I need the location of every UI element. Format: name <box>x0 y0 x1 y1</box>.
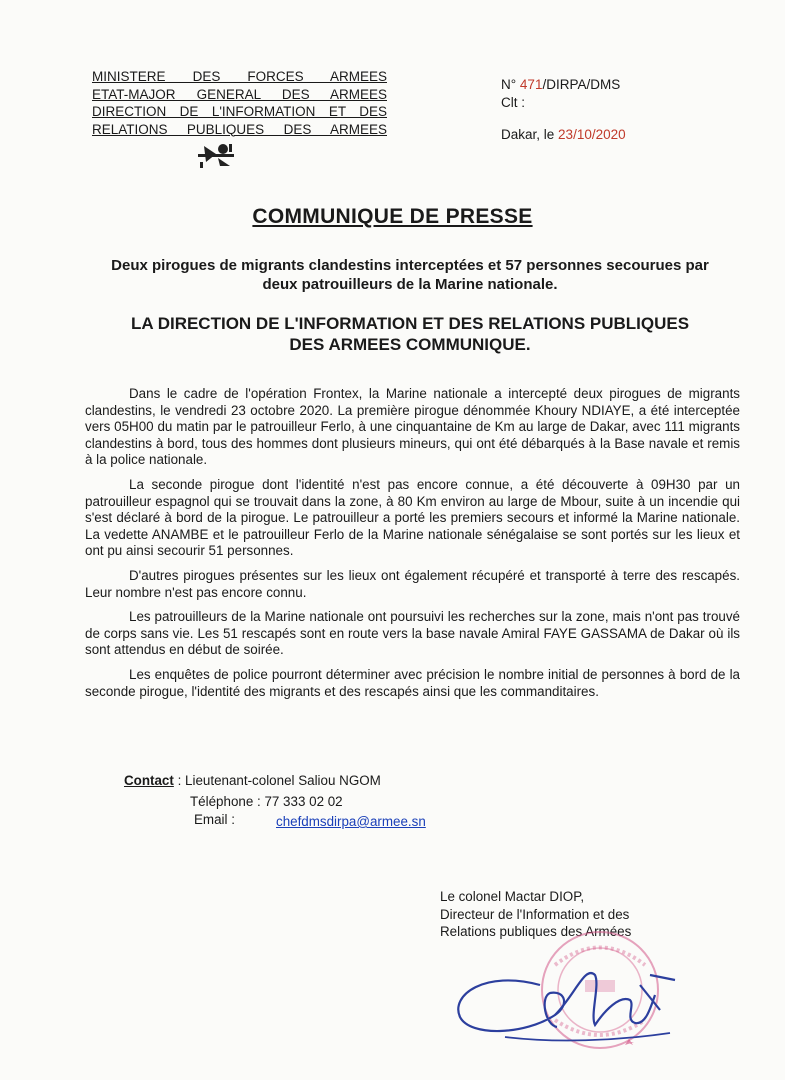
communique-heading: LA DIRECTION DE L'INFORMATION ET DES RELATIONS PUBLIQUES DES ARMEES COMMUNIQUE. <box>130 314 690 354</box>
contact-phone: Téléphone : 77 333 02 02 <box>190 794 343 809</box>
ref-prefix: N° <box>501 77 517 92</box>
contact-email-label: Email : <box>194 812 235 827</box>
armed-forces-emblem-icon <box>196 140 236 170</box>
contact-name: Lieutenant-colonel Saliou NGOM <box>185 773 381 788</box>
handwritten-signature-icon <box>445 955 685 1055</box>
org-line: MINISTERE DES FORCES ARMEES <box>92 69 387 84</box>
date-line <box>501 127 626 142</box>
ref-number: 471 <box>519 77 543 92</box>
ref-suffix: /DIRPA/DMS <box>542 77 621 92</box>
org-line: DIRECTION DE L'INFORMATION ET DES <box>92 104 387 119</box>
date-prefix: Dakar, le <box>501 127 555 142</box>
body-paragraph: D'autres pirogues présentes sur les lieux ont également récupéré et transporté à terre des rescapés. Leur nombre n'est pas encore connu. <box>85 567 740 600</box>
body-paragraph: La seconde pirogue dont l'identité n'est pas encore connue, a été découverte à 09H30 par un patrouilleur espagnol qui se trouvait dans la zone, à 80 Km environ au large de Mbour, suite à un incendie qui s'est déclaré à bord de la pirogue. Le patrouilleur a porté les premiers secours et informé la Marine nationale. La vedette ANAMBE et le patrouilleur Ferlo de la Marine nationale sénégalaise se sont portés sur les lieux et ont pu ainsi secourir 51 personnes. <box>85 476 740 559</box>
org-line: ETAT-MAJOR GENERAL DES ARMEES <box>92 86 387 102</box>
page-title: COMMUNIQUE DE PRESSE <box>252 205 533 228</box>
press-body <box>85 386 740 708</box>
signatory-title-line: Relations publiques des Armées <box>440 924 632 939</box>
date-value: 23/10/2020 <box>558 127 626 142</box>
reference-block <box>501 76 620 112</box>
signatory-name: Le colonel Mactar DIOP, <box>440 889 585 904</box>
body-paragraph: Les enquêtes de police pourront déterminer avec précision le nombre initial de personnes à bord de la seconde pirogue, l'identité des migrants et des rescapés ainsi que les commanditaires. <box>85 666 740 699</box>
contact-separator: : <box>177 773 182 788</box>
clt-label: Clt : <box>501 95 526 110</box>
body-paragraph: Dans le cadre de l'opération Frontex, la Marine nationale a intercepté deux pirogues de migrants clandestins, le vendredi 23 octobre 2020. La première pirogue dénommée Khoury NDIAYE, a été interceptée vers 05H00 du matin par le patrouilleur Ferlo, à une cinquantaine de Km au large de Dakar, avec 111 migrants clandestins à bord, tous des hommes dont plusieurs mineurs, qui ont été débarqués à la Base navale et remis à la police nationale. <box>85 386 740 468</box>
issuing-organization <box>92 68 387 138</box>
body-paragraph: Les patrouilleurs de la Marine nationale ont poursuivi les recherches sur la zone, mais n'ont pas trouvé de corps sans vie. Les 51 rescapés sont en route vers la base navale Amiral FAYE GASSAMA de Dakar où ils sont attendus en début de soirée. <box>85 609 740 658</box>
org-line: RELATIONS PUBLIQUES DES ARMEES <box>92 121 387 137</box>
press-subtitle: Deux pirogues de migrants clandestins interceptées et 57 personnes secourues par deux patrouilleurs de la Marine nationale. <box>111 257 709 293</box>
contact-email-link[interactable]: chefdmsdirpa@armee.sn <box>276 814 426 829</box>
signatory-title-line: Directeur de l'Information et des <box>440 906 630 922</box>
contact-label: Contact <box>124 773 174 788</box>
